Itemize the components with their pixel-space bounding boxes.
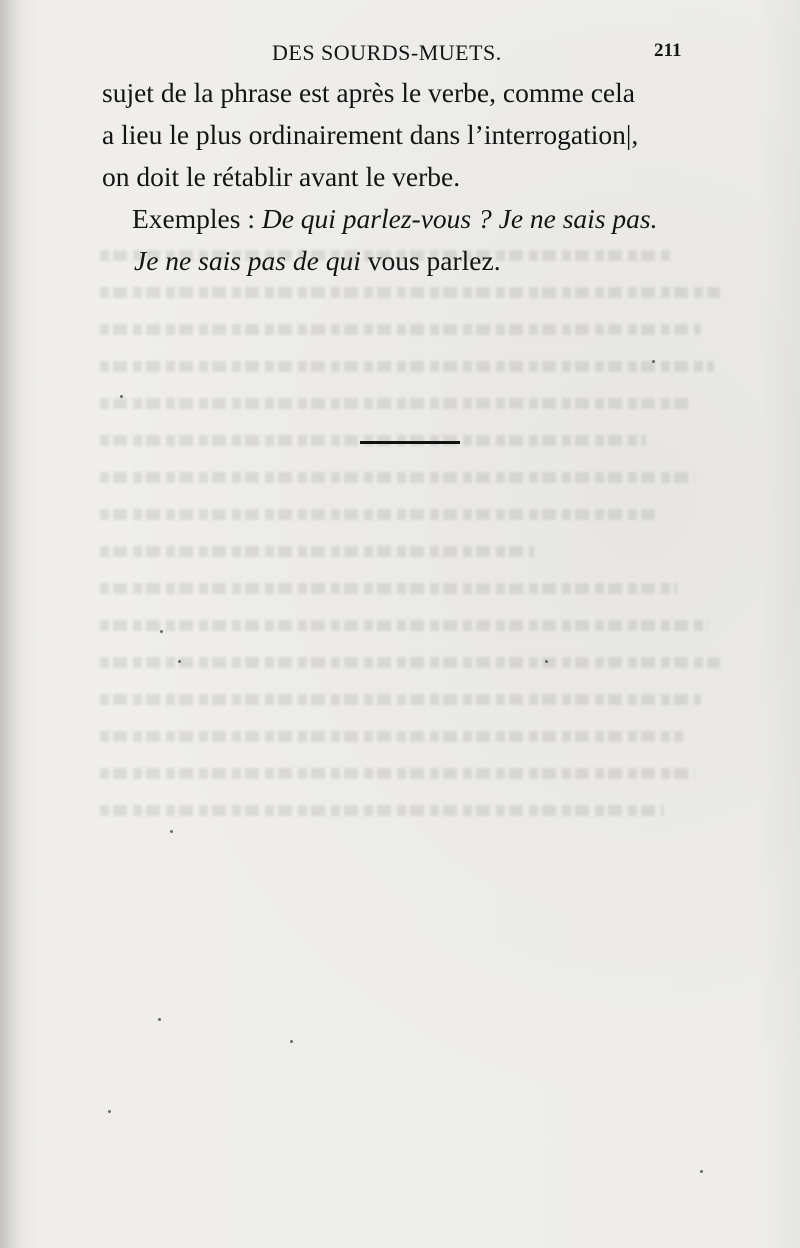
paper-speck xyxy=(545,660,548,663)
running-head-title: DES SOURDS-MUETS. xyxy=(272,40,502,65)
text-line: on doit le rétablir avant le verbe. xyxy=(102,161,461,192)
example-line xyxy=(102,198,714,240)
example-text: De qui parlez-vous ? Je ne sais pas. xyxy=(261,203,658,234)
example-line xyxy=(102,240,714,282)
body-text xyxy=(102,72,714,282)
paper-speck xyxy=(108,1110,111,1113)
paper-speck xyxy=(120,395,123,398)
paper-speck xyxy=(290,1040,293,1043)
running-head xyxy=(0,36,800,66)
text-line: sujet de la phrase est après le verbe, comme cela xyxy=(102,77,635,108)
show-through-text xyxy=(100,250,720,850)
example-label: Exemples : xyxy=(132,203,255,234)
example-text: vous parlez. xyxy=(367,245,501,276)
page-number: 211 xyxy=(654,40,682,61)
section-divider xyxy=(360,441,460,444)
paper-speck xyxy=(170,830,173,833)
page-edge-shadow xyxy=(0,0,22,1248)
paper-speck xyxy=(160,630,163,633)
paper-speck xyxy=(700,1170,703,1173)
paper-speck xyxy=(652,360,655,363)
paper-speck xyxy=(178,660,181,663)
example-text: Je ne sais pas de qui xyxy=(134,245,361,276)
paper-speck xyxy=(158,1018,161,1021)
text-line: a lieu le plus ordinairement dans l’interrogation|, xyxy=(102,119,639,150)
